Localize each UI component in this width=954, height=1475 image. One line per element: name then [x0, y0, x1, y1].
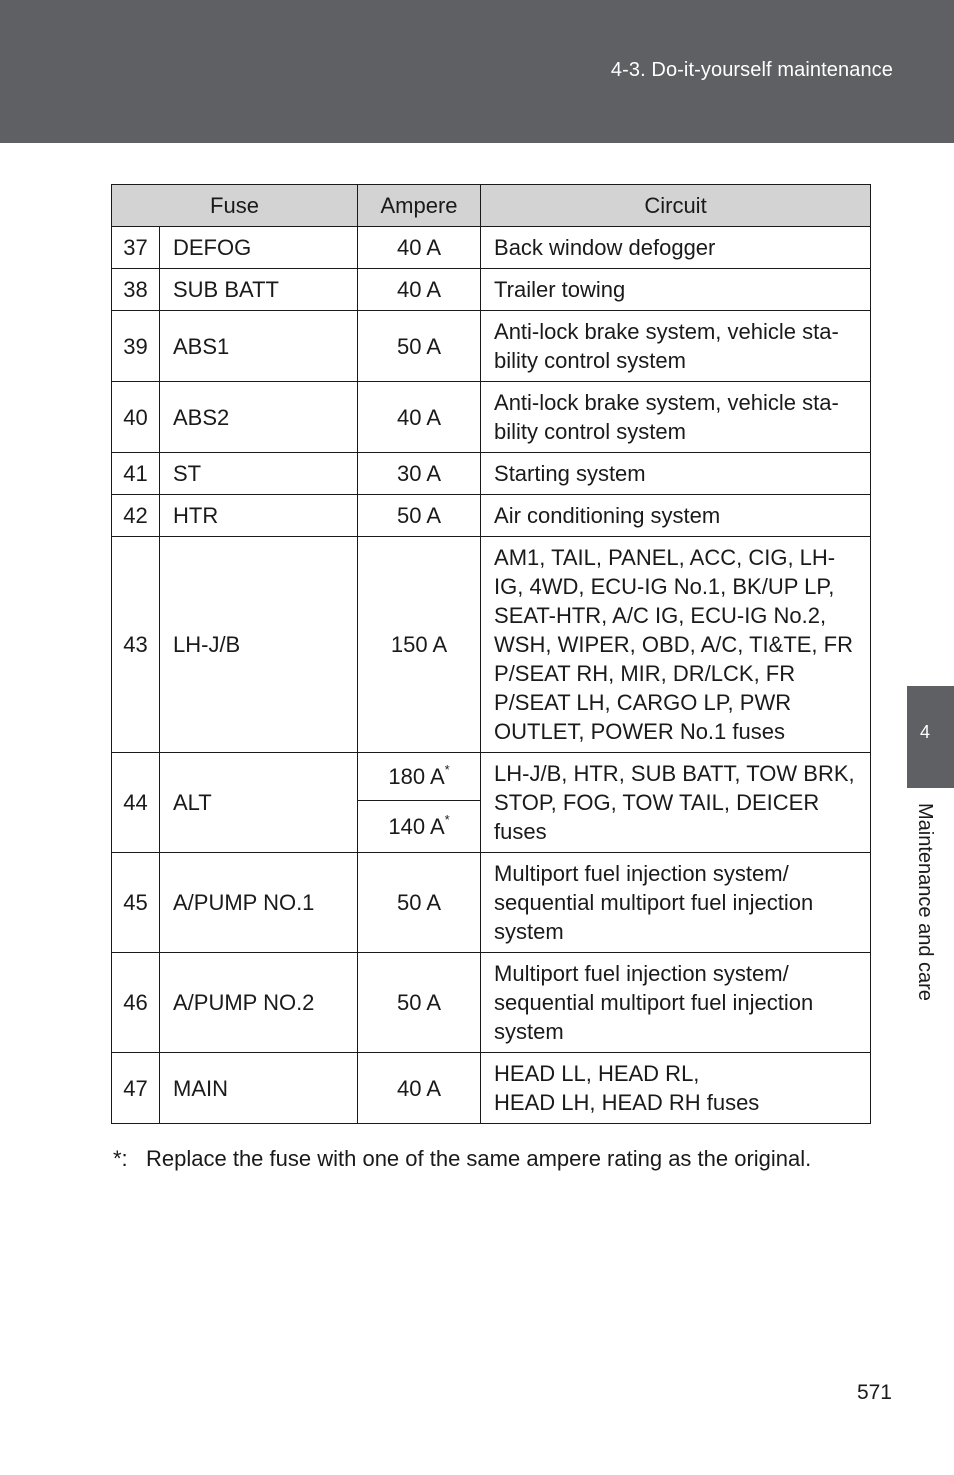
fuse-ampere: 150 A — [358, 537, 481, 753]
chapter-number: 4 — [919, 722, 930, 742]
table-header-row — [112, 185, 871, 227]
fuse-circuit: Starting system — [481, 453, 871, 495]
fuse-circuit: Multiport fuel injection system/ sequential multiport fuel injection system — [481, 953, 871, 1053]
fuse-ampere: 50 A — [358, 853, 481, 953]
section-title: 4-3. Do-it-yourself maintenance — [610, 59, 893, 81]
header-circuit: Circuit — [481, 185, 871, 227]
fuse-circuit: Trailer towing — [481, 269, 871, 311]
table-row — [112, 537, 871, 753]
fuse-ampere: 40 A — [358, 382, 481, 453]
fuse-number: 40 — [112, 382, 160, 453]
page-header — [0, 0, 954, 143]
fuse-circuit — [481, 1053, 871, 1124]
asterisk-mark: * — [444, 811, 450, 827]
table-row — [112, 1053, 871, 1124]
fuse-ampere-secondary — [358, 800, 481, 852]
fuse-name: ALT — [160, 753, 358, 853]
table-row — [112, 953, 871, 1053]
fuse-circuit: Back window defogger — [481, 227, 871, 269]
footnote — [113, 1146, 811, 1172]
table-row — [112, 853, 871, 953]
fuse-number: 44 — [112, 753, 160, 853]
fuse-name: SUB BATT — [160, 269, 358, 311]
fuse-ampere: 30 A — [358, 453, 481, 495]
fuse-number: 47 — [112, 1053, 160, 1124]
fuse-name: A/PUMP NO.2 — [160, 953, 358, 1053]
fuse-ampere: 40 A — [358, 227, 481, 269]
table-row — [112, 453, 871, 495]
table-row — [112, 269, 871, 311]
fuse-ampere: 40 A — [358, 269, 481, 311]
circuit-line: HEAD LL, HEAD RL, — [494, 1061, 700, 1086]
footnote-mark: *: — [113, 1146, 128, 1171]
table-row — [112, 227, 871, 269]
ampere-value: 180 A — [388, 763, 445, 789]
chapter-tab — [907, 686, 954, 788]
ampere-value: 140 A — [388, 813, 445, 839]
fuse-circuit: LH-J/B, HTR, SUB BATT, TOW BRK, STOP, FOG, TOW TAIL, DEICER fuses — [481, 753, 871, 853]
footnote-text: Replace the fuse with one of the same ampere rating as the original. — [146, 1146, 812, 1171]
fuse-name: LH-J/B — [160, 537, 358, 753]
fuse-name: ABS2 — [160, 382, 358, 453]
fuse-number: 45 — [112, 853, 160, 953]
fuse-name: HTR — [160, 495, 358, 537]
fuse-ampere-primary — [358, 753, 481, 801]
fuse-name: MAIN — [160, 1053, 358, 1124]
fuse-number: 41 — [112, 453, 160, 495]
fuse-table — [111, 184, 871, 1124]
fuse-number: 42 — [112, 495, 160, 537]
fuse-circuit: Air conditioning system — [481, 495, 871, 537]
table-row — [112, 311, 871, 382]
fuse-number: 39 — [112, 311, 160, 382]
header-fuse: Fuse — [112, 185, 358, 227]
fuse-name: DEFOG — [160, 227, 358, 269]
fuse-name: ST — [160, 453, 358, 495]
fuse-ampere: 50 A — [358, 495, 481, 537]
chapter-label: Maintenance and care — [914, 803, 936, 1001]
header-ampere: Ampere — [358, 185, 481, 227]
fuse-name: A/PUMP NO.1 — [160, 853, 358, 953]
fuse-number: 46 — [112, 953, 160, 1053]
fuse-number: 37 — [112, 227, 160, 269]
page-number: 571 — [856, 1381, 892, 1404]
asterisk-mark: * — [444, 761, 450, 777]
table-row — [112, 495, 871, 537]
fuse-ampere: 50 A — [358, 311, 481, 382]
fuse-circuit: Multiport fuel injection system/ sequential multiport fuel injection system — [481, 853, 871, 953]
circuit-line: HEAD LH, HEAD RH fuses — [494, 1090, 760, 1115]
fuse-ampere: 50 A — [358, 953, 481, 1053]
fuse-circuit: AM1, TAIL, PANEL, ACC, CIG, LH-IG, 4WD, ECU-IG No.1, BK/UP LP, SEAT-HTR, A/C IG, ECU-IG No.2, WSH, WIPER, OBD, A/C, TI&TE, FR P/SEAT RH, MIR, DR/LCK, FR P/SEAT LH, CARGO LP, PWR OUTLET, POWER No.1 fuses — [481, 537, 871, 753]
fuse-name: ABS1 — [160, 311, 358, 382]
fuse-circuit: Anti-lock brake system, vehicle sta-bility control system — [481, 382, 871, 453]
fuse-number: 38 — [112, 269, 160, 311]
fuse-circuit: Anti-lock brake system, vehicle sta-bility control system — [481, 311, 871, 382]
table-row — [112, 753, 871, 801]
table-row — [112, 382, 871, 453]
fuse-ampere: 40 A — [358, 1053, 481, 1124]
fuse-number: 43 — [112, 537, 160, 753]
